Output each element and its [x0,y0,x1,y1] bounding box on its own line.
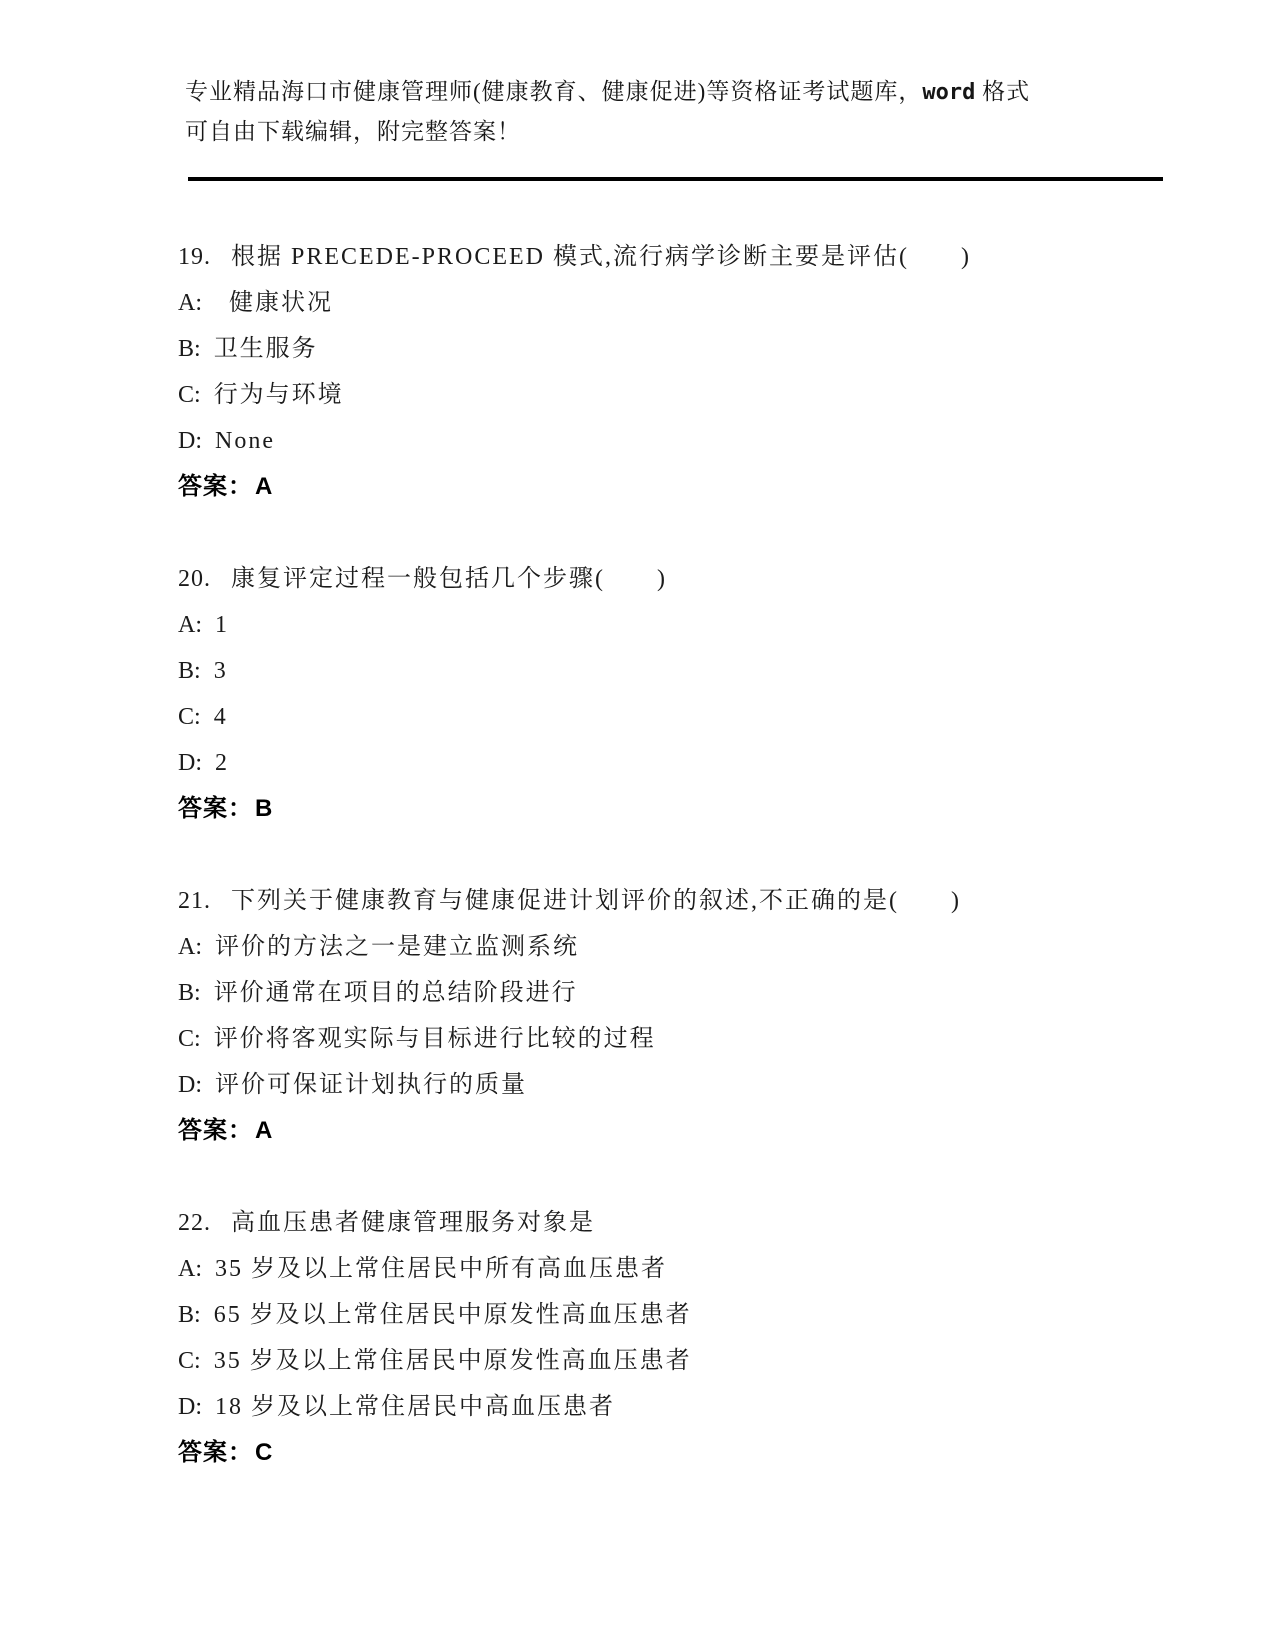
answer-value: C [255,1439,274,1466]
option-label: B: [178,336,201,362]
option-label: D: [178,750,202,776]
option-label: A: [178,290,202,316]
option-text: 1 [215,612,229,638]
option-row-b [178,970,1163,1016]
option-text: 3 [213,658,228,684]
option-row-d [178,740,1163,786]
question-line [178,556,1163,602]
answer-line [178,786,1163,832]
header-line-1-pre: 专业精品海口市健康管理师(健康教育、健康促进)等资格证考试题库， [185,79,923,104]
option-label: B: [178,1302,201,1328]
option-row-c [178,1338,1163,1384]
question-text: 康复评定过程一般包括几个步骤( ) [231,566,667,592]
option-label: A: [178,612,202,638]
option-row-d [178,1384,1163,1430]
option-row-b [178,648,1163,694]
answer-label: 答案： [178,473,253,500]
option-text: 评价通常在项目的总结阶段进行 [213,980,578,1006]
option-text: 行为与环境 [213,382,344,408]
option-text: 卫生服务 [213,336,318,362]
option-text: 35 岁及以上常住居民中所有高血压患者 [215,1256,667,1282]
answer-value: A [255,473,274,500]
option-label: D: [178,1072,202,1098]
option-label: A: [178,934,202,960]
question-block-19 [178,234,1163,510]
answer-label: 答案： [178,795,253,822]
option-row-a [178,1246,1163,1292]
option-row-d [178,418,1163,464]
question-text: 根据 PRECEDE-PROCEED 模式,流行病学诊断主要是评估( ) [231,244,971,270]
option-label: C: [178,382,201,408]
option-label: C: [178,1026,201,1052]
option-text: 4 [213,704,228,730]
question-text: 高血压患者健康管理服务对象是 [231,1210,595,1236]
option-row-b [178,326,1163,372]
question-block-21 [178,878,1163,1154]
option-row-a [178,280,1163,326]
option-label: B: [178,658,201,684]
answer-line [178,1430,1163,1476]
option-row-c [178,1016,1163,1062]
question-number: 20. [178,566,211,592]
header-line-1-post: 格式 [975,79,1031,104]
option-row-a [178,602,1163,648]
header-disclaimer [185,72,1030,151]
question-line [178,234,1163,280]
option-row-b [178,1292,1163,1338]
question-line [178,878,1163,924]
question-block-20 [178,556,1163,832]
answer-value: B [255,795,274,822]
option-label: B: [178,980,201,1006]
question-number: 19. [178,244,211,270]
answer-label: 答案： [178,1117,253,1144]
header-line-1 [185,72,1030,112]
option-text: 18 岁及以上常住居民中高血压患者 [215,1394,615,1420]
option-text: 65 岁及以上常住居民中原发性高血压患者 [213,1302,692,1328]
question-block-22 [178,1200,1163,1476]
option-row-d [178,1062,1163,1108]
option-text: None [215,428,275,454]
option-text: 评价的方法之一是建立监测系统 [215,934,579,960]
double-divider-rule [188,177,1163,181]
option-row-c [178,694,1163,740]
option-label: C: [178,1348,201,1374]
option-row-a [178,924,1163,970]
option-label: A: [178,1256,202,1282]
header-word-format-label: word [922,80,976,105]
question-text: 下列关于健康教育与健康促进计划评价的叙述,不正确的是( ) [231,888,961,914]
answer-value: A [255,1117,274,1144]
header-line-2: 可自由下载编辑，附完整答案！ [185,119,521,144]
option-text: 评价可保证计划执行的质量 [215,1072,527,1098]
question-number: 21. [178,888,211,914]
option-text: 评价将客观实际与目标进行比较的过程 [213,1026,656,1052]
answer-line [178,1108,1163,1154]
option-label: D: [178,1394,202,1420]
question-line [178,1200,1163,1246]
option-label: C: [178,704,201,730]
option-label: D: [178,428,202,454]
option-text: 健康状况 [215,290,333,316]
question-number: 22. [178,1210,211,1236]
option-row-c [178,372,1163,418]
option-text: 2 [215,750,229,776]
answer-line [178,464,1163,510]
questions-area [178,234,1163,1522]
answer-label: 答案： [178,1439,253,1466]
option-text: 35 岁及以上常住居民中原发性高血压患者 [213,1348,692,1374]
